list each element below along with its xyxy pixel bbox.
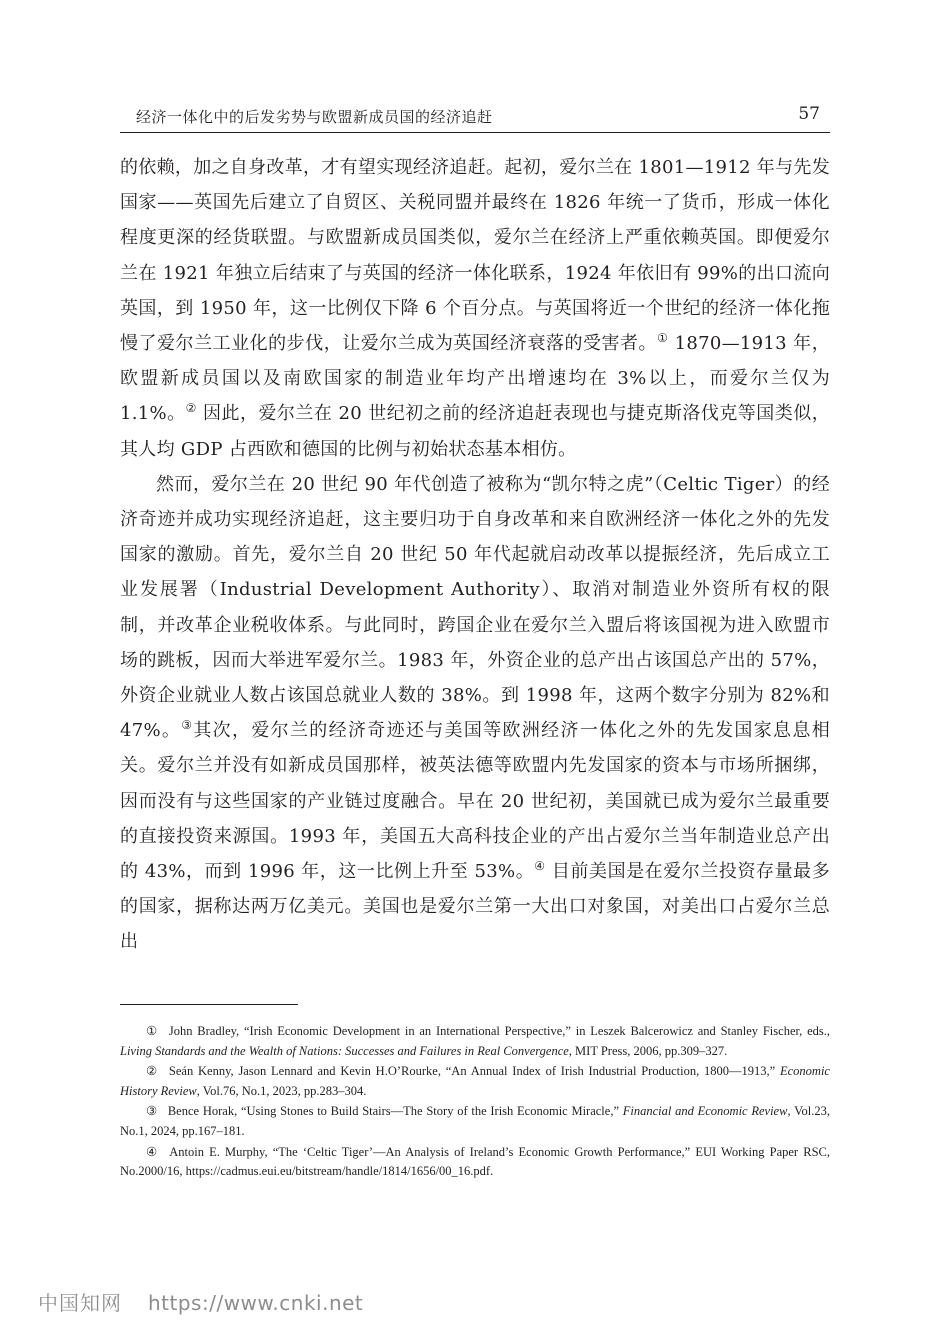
running-header [120,100,830,133]
footnote-ref-2[interactable]: ② [185,401,197,416]
paragraph-2 [120,467,830,960]
footnote-3-text-after: , Vol.23, No.1, 2024, pp.167–181. [120,1104,830,1138]
footnote-4-text-before: Antoin E. Murphy, “The ‘Celtic Tiger’—An Analysis of Ireland’s Economic Growth Performance,” EUI Working Paper RSC, No.2000/16, https://cadmus.eui.eu/bitstream/handle/1814/1656/00_16.pdf. [120,1144,830,1179]
watermark-url[interactable]: https://www.cnki.net [148,1291,364,1315]
paragraph-1 [120,150,830,467]
body-text [120,150,830,960]
footnote-2-text-after: , Vol.76, No.1, 2023, pp.283–304. [196,1083,367,1098]
footnote-3 [120,1102,830,1141]
watermark-site-name: 中国知网 [38,1291,122,1315]
footnote-ref-3[interactable]: ③ [181,718,194,733]
footnote-1 [120,1022,830,1061]
footnote-2-number: ② [146,1064,159,1079]
footnote-1-text-before: John Bradley, “Irish Economic Development in an International Perspective,” in Leszek Balcerowicz and Stanley Fischer, eds., [168,1024,830,1038]
paragraph-1-text-2: 1870—1913 年，欧盟新成员国以及南欧国家的制造业年均产出增速均在 3%以上，而爱尔兰仅为 1.1%。 [120,333,830,425]
footnote-2 [120,1062,830,1101]
footnote-2-text-before: Seán Kenny, Jason Lennard and Kevin H.O’Rourke, “An Annual Index of Irish Industrial Production, 1800—1913,” [168,1064,780,1079]
footnote-ref-4[interactable]: ④ [534,859,546,874]
footnote-3-text-before: Bence Horak, “Using Stones to Build Stairs—The Story of the Irish Economic Miracle,” [167,1104,623,1119]
paragraph-2-text-2: 其次，爱尔兰的经济奇迹还与美国等欧洲经济一体化之外的先发国家息息相关。爱尔兰并没有如新成员国那样，被英法德等欧盟内先发国家的资本与市场所捆绑，因而没有与这些国家的产业链过度融合。早在 20 世纪初，美国就已成为爱尔兰最重要的直接投资来源国。1993 年，美国五大高科技企业的产出占爱尔兰当年制造业总产出的 43%，而到 1996 年，这一比例上升至 53%。 [120,720,830,883]
paragraph-1-text-1: 的依赖，加之自身改革，才有望实现经济追赶。起初，爱尔兰在 1801—1912 年与先发国家——英国先后建立了自贸区、关税同盟并最终在 1826 年统一了货币，形成一体化程度更深的经货联盟。与欧盟新成员国类似，爱尔兰在经济上严重依赖英国。即便爱尔兰在 1921 年独立后结束了与英国的经济一体化联系，1924 年依旧有 99%的出口流向英国，到 1950 年，这一比例仅下降 6 个百分点。与英国将近一个世纪的经济一体化拖慢了爱尔兰工业化的步伐，让爱尔兰成为英国经济衰落的受害者。 [120,157,830,355]
cnki-watermark [38,1287,363,1316]
running-header-title: 经济一体化中的后发劣势与欧盟新成员国的经济追赶 [136,108,493,126]
footnote-ref-1[interactable]: ① [657,331,669,346]
footnotes [120,1022,830,1183]
paragraph-2-text-3: 目前美国是在爱尔兰投资存量最多的国家，据称达两万亿美元。美国也是爱尔兰第一大出口对象国，对美出口占爱尔兰总出 [120,861,831,953]
footnote-1-italic: Living Standards and the Wealth of Nations: Successes and Failures in Real Convergence [120,1043,569,1058]
footnote-divider [120,1004,298,1005]
footnote-3-italic: Financial and Economic Review [622,1104,788,1119]
footnote-4-number: ④ [146,1144,160,1159]
paragraph-2-text-1: 然而，爱尔兰在 20 世纪 90 年代创造了被称为“凯尔特之虎”（Celtic Tiger）的经济奇迹并成功实现经济追赶，这主要归功于自身改革和来自欧洲经济一体化之外的先发国家的激励。首先，爱尔兰自 20 世纪 50 年代起就启动改革以提振经济，先后成立工业发展署（Industrial Development Authority）、取消对制造业外资所有权的限制，并改革企业税收体系。与此同时，跨国企业在爱尔兰入盟后将该国视为进入欧盟市场的跳板，因而大举进军爱尔兰。1983 年，外资企业的总产出占该国总产出的 57%，外资企业就业人数占该国总就业人数的 38%。到 1998 年，这两个数字分别为 82%和 47%。 [120,473,830,742]
paragraph-1-text-3: 因此，爱尔兰在 20 世纪初之前的经济追赶表现也与捷克斯洛伐克等国类似，其人均 GDP 占西欧和德国的比例与初始状态基本相仿。 [120,403,830,460]
footnote-1-text-after: , MIT Press, 2006, pp.309–327. [568,1043,728,1058]
footnote-4 [120,1143,830,1182]
footnote-1-number: ① [146,1024,159,1038]
footnote-3-number: ③ [146,1104,158,1119]
footnote-2-italic: Economic History Review [120,1064,830,1098]
page-number: 57 [798,104,820,124]
